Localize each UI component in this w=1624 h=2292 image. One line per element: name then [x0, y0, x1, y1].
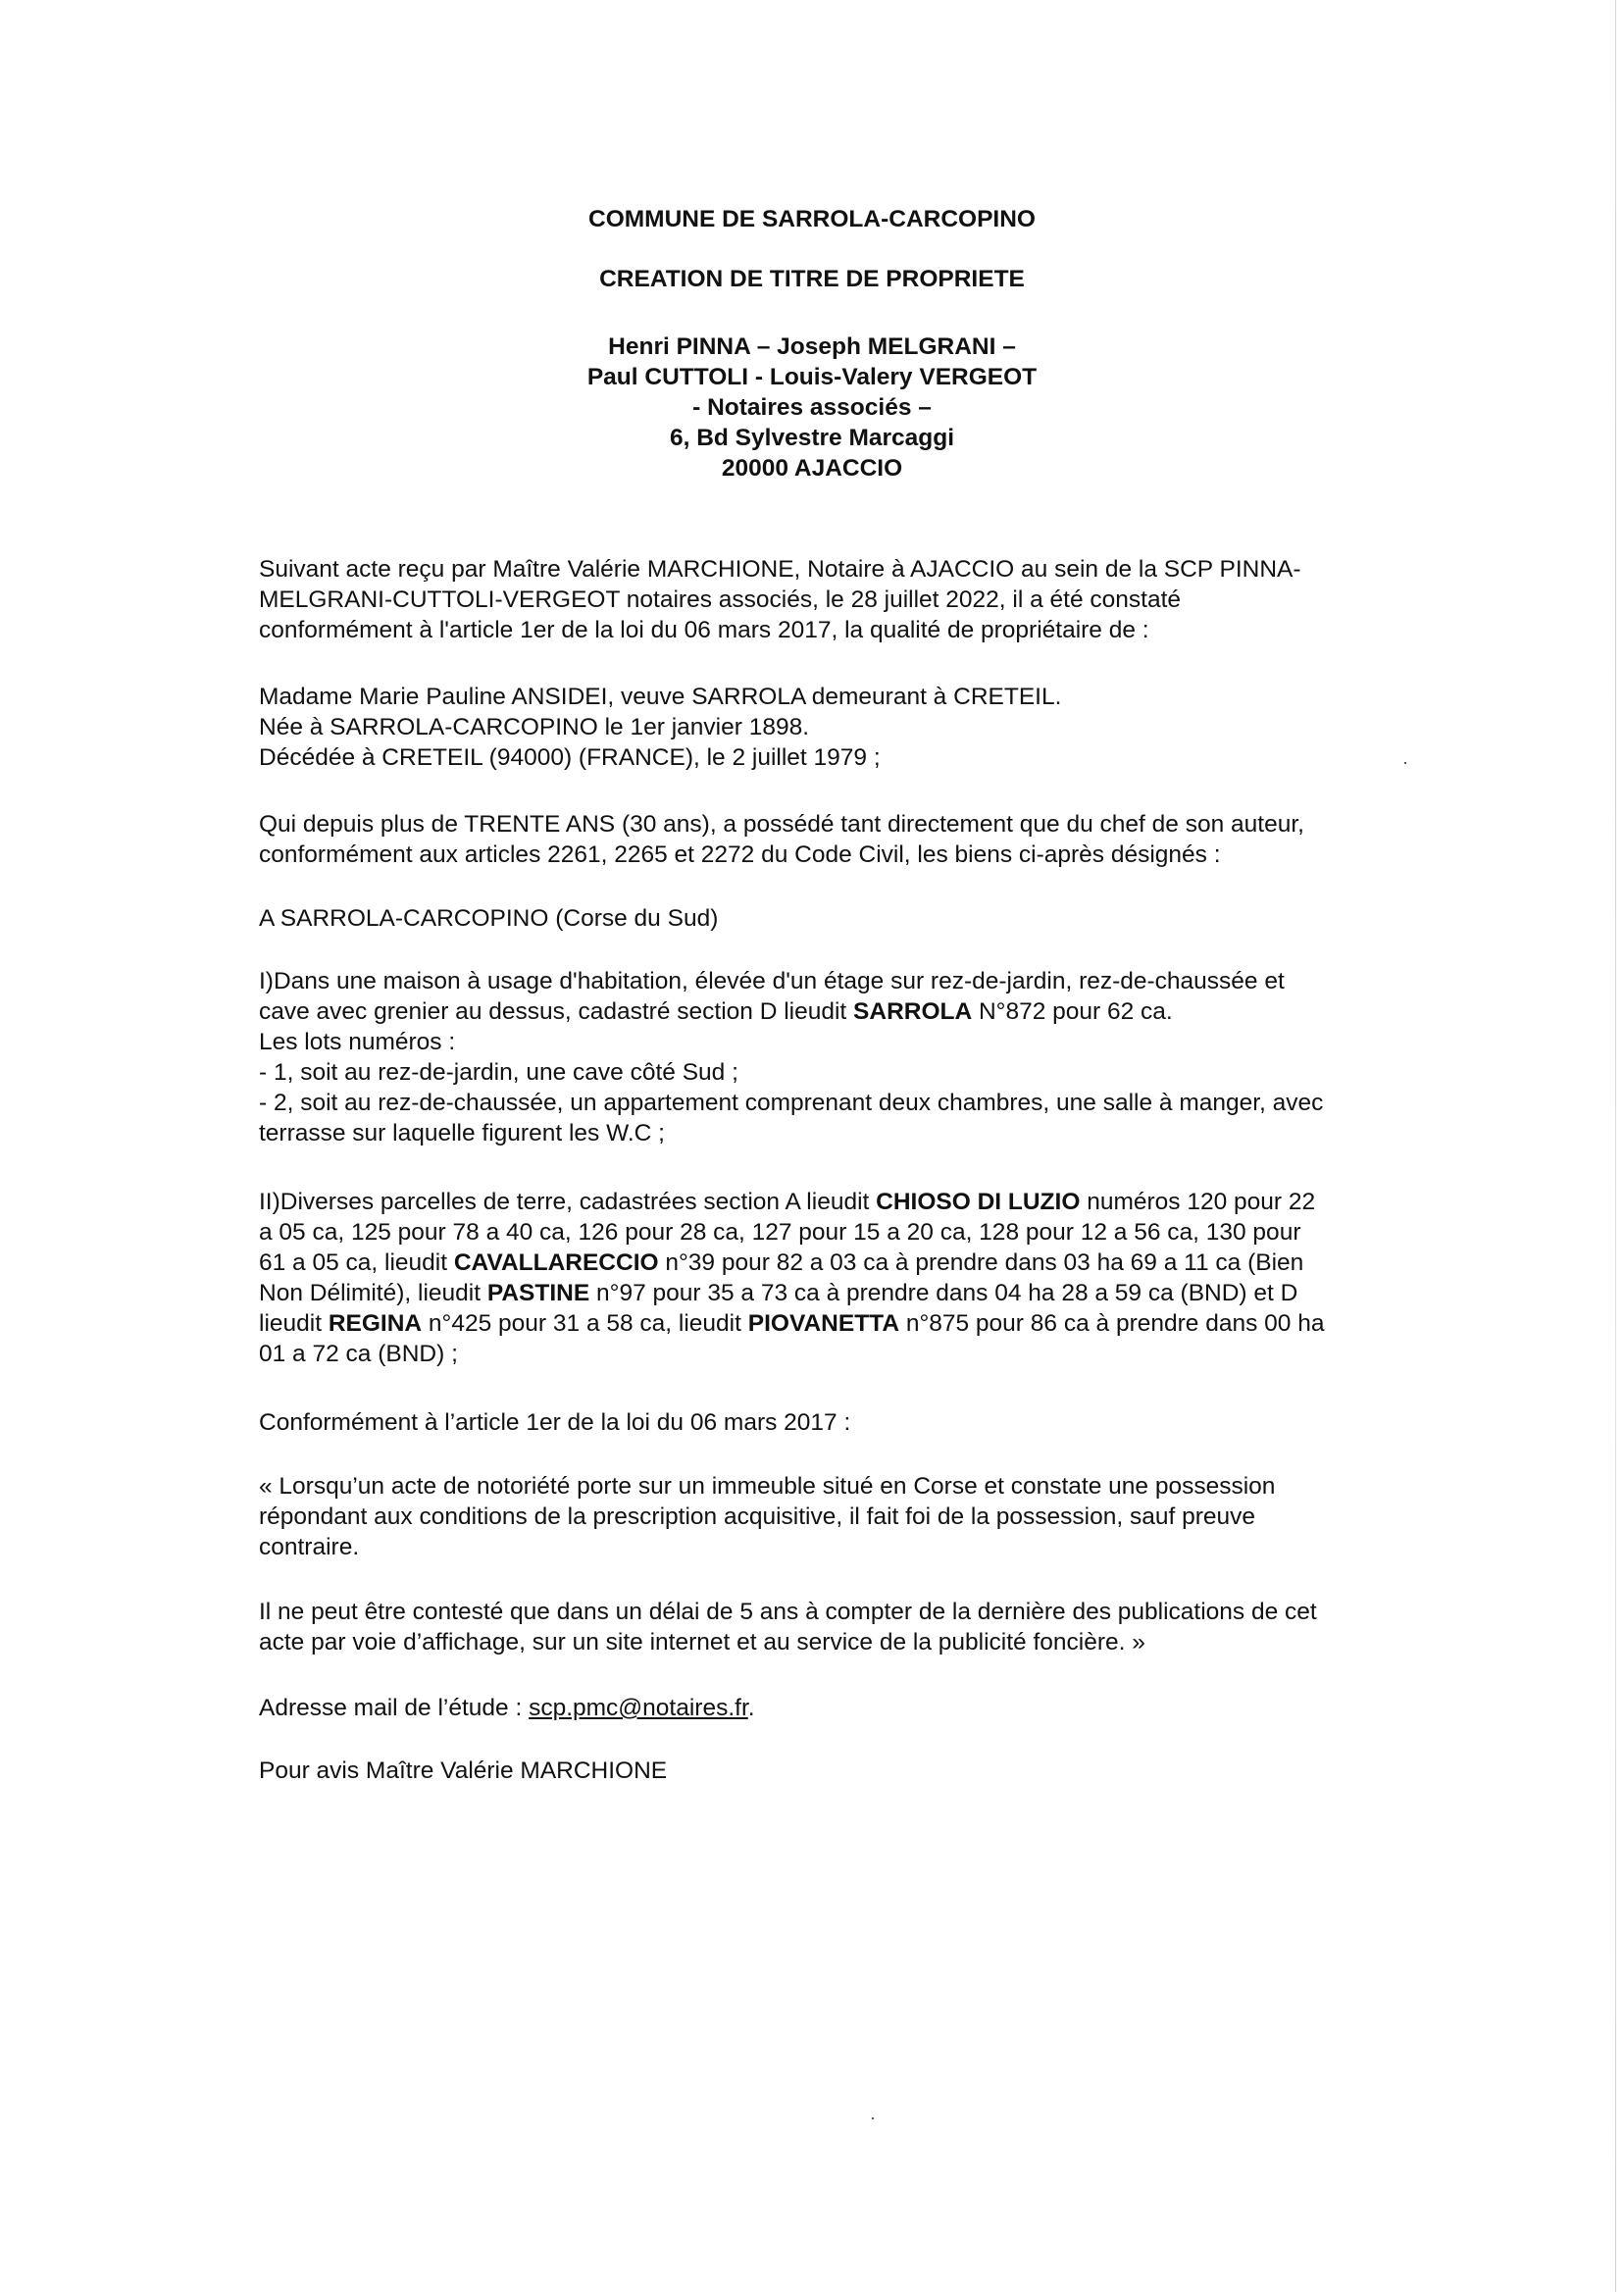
lieudit-name: CAVALLARECCIO	[453, 1249, 659, 1276]
notaires-line: - Notaires associés –	[692, 394, 932, 421]
text-line: MELGRANI-CUTTOLI-VERGEOT notaires associés, le 28 juillet 2022, il a été constaté	[259, 586, 1182, 613]
section-two-paragraph	[259, 1187, 1475, 1369]
text-line: cave avec grenier au dessus, cadastré section D lieudit SARROLA N°872 pour 62 ca.	[259, 998, 1173, 1025]
text-line: 01 a 72 ca (BND) ;	[259, 1341, 458, 1367]
text-line: terrasse sur laquelle figurent les W.C ;	[259, 1120, 665, 1146]
text-line: acte par voie d’affichage, sur un site internet et au service de la publicité foncière. »	[259, 1629, 1145, 1655]
possession-paragraph	[259, 809, 1475, 870]
notaires-line: Henri PINNA – Joseph MELGRANI –	[608, 333, 1016, 360]
notaires-block	[0, 331, 1624, 484]
text-line: Madame Marie Pauline ANSIDEI, veuve SARROLA demeurant à CRETEIL.	[259, 684, 1062, 710]
lieudit-name: CHIOSO DI LUZIO	[876, 1189, 1081, 1215]
text-line: a 05 ca, 125 pour 78 a 40 ca, 126 pour 28 ca, 127 pour 15 a 20 ca, 128 pour 12 a 56 ca, 130 pour	[259, 1219, 1301, 1246]
text-line: - 1, soit au rez-de-jardin, une cave côté Sud ;	[259, 1059, 738, 1086]
text-line: 61 a 05 ca, lieudit CAVALLARECCIO n°39 pour 82 a 03 ca à prendre dans 03 ha 69 a 11 ca (Bien	[259, 1249, 1304, 1276]
notaires-city-line: 20000 AJACCIO	[721, 455, 903, 482]
lieudit-name: SARROLA	[853, 998, 973, 1025]
text-line: Non Délimité), lieudit PASTINE n°97 pour 35 a 73 ca à prendre dans 04 ha 28 a 59 ca (BND) et D	[259, 1280, 1298, 1306]
text-line: conformément à l'article 1er de la loi du 06 mars 2017, la qualité de propriétaire de :	[259, 617, 1149, 643]
text-line: A SARROLA-CARCOPINO (Corse du Sud)	[259, 905, 719, 932]
scan-speck	[1404, 762, 1406, 764]
lieudit-name: PIOVANETTA	[747, 1310, 900, 1337]
intro-paragraph	[259, 554, 1475, 645]
notaires-line: Paul CUTTOLI - Louis-Valery VERGEOT	[586, 364, 1038, 390]
conformement-line	[259, 1407, 1475, 1438]
text-line: Décédée à CRETEIL (94000) (FRANCE), le 2 juillet 1979 ;	[259, 744, 881, 771]
notaires-address-line: 6, Bd Sylvestre Marcaggi	[669, 425, 955, 451]
text-line: « Lorsqu’un acte de notoriété porte sur un immeuble situé en Corse et constate une possession	[259, 1473, 1276, 1500]
text-line: répondant aux conditions de la prescription acquisitive, il fait foi de la possession, sauf preuve	[259, 1503, 1255, 1530]
section-one-paragraph	[259, 966, 1475, 1148]
text-line: lieudit REGINA n°425 pour 31 a 58 ca, lieudit PIOVANETTA n°875 pour 86 ca à prendre dans 00 ha	[259, 1310, 1325, 1337]
email-link[interactable]: scp.pmc@notaires.fr	[529, 1695, 748, 1721]
text-line: II)Diverses parcelles de terre, cadastrées section A lieudit CHIOSO DI LUZIO numéros 120 pour 22	[259, 1189, 1316, 1215]
document-title: CREATION DE TITRE DE PROPRIETE	[599, 266, 1025, 292]
text-line: Suivant acte reçu par Maître Valérie MARCHIONE, Notaire à AJACCIO au sein de la SCP PINNA-	[259, 556, 1301, 583]
text-line: Les lots numéros :	[259, 1029, 456, 1055]
text-line: contraire.	[259, 1534, 360, 1560]
commune-heading: COMMUNE DE SARROLA-CARCOPINO	[588, 206, 1036, 232]
email-label: Adresse mail de l’étude :	[259, 1695, 530, 1721]
lieudit-name: REGINA	[328, 1310, 423, 1337]
quote-paragraph-one	[259, 1471, 1475, 1562]
signoff-line	[259, 1756, 1475, 1786]
location-line	[259, 903, 1475, 934]
text-line: I)Dans une maison à usage d'habitation, élevée d'un étage sur rez-de-jardin, rez-de-chaussée et	[259, 968, 1285, 994]
text-line: Pour avis Maître Valérie MARCHIONE	[259, 1757, 668, 1784]
lieudit-name: PASTINE	[486, 1280, 590, 1306]
text-line: Il ne peut être contesté que dans un délai de 5 ans à compter de la dernière des publications de cet	[259, 1599, 1317, 1625]
quote-paragraph-two	[259, 1597, 1475, 1657]
text-line: Conformément à l’article 1er de la loi du 06 mars 2017 :	[259, 1409, 851, 1436]
text-line: Née à SARROLA-CARCOPINO le 1er janvier 1898.	[259, 714, 809, 740]
text-line: conformément aux articles 2261, 2265 et 2272 du Code Civil, les biens ci-après désignés :	[259, 841, 1221, 868]
scan-speck	[872, 2117, 874, 2119]
text-line: - 2, soit au rez-de-chaussée, un appartement comprenant deux chambres, une salle à manger, avec	[259, 1090, 1324, 1116]
owner-paragraph	[259, 682, 1475, 773]
text-line: Qui depuis plus de TRENTE ANS (30 ans), a possédé tant directement que du chef de son auteur,	[259, 811, 1304, 838]
email-line: Adresse mail de l’étude : scp.pmc@notaires.fr.	[259, 1695, 755, 1721]
